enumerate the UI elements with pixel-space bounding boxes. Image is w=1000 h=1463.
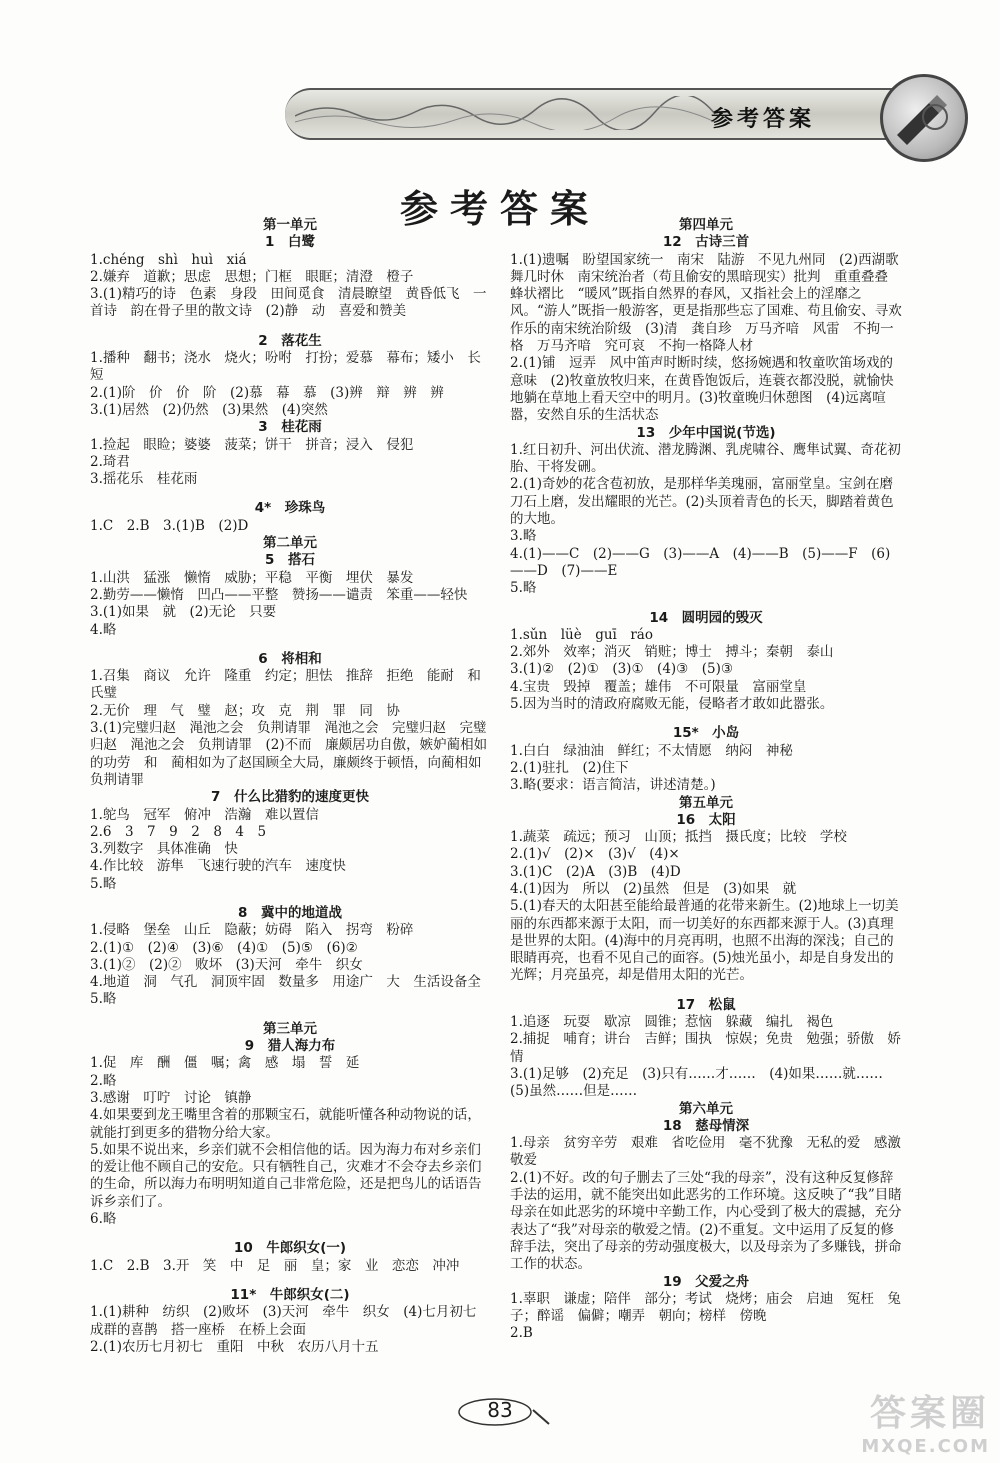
lesson-heading: 5 搭石 <box>265 552 315 569</box>
answer-line: 2.(1)驻扎 (2)住下 <box>510 759 629 776</box>
lesson-heading: 3 桂花雨 <box>258 419 322 436</box>
unit-heading: 第五单元 <box>679 794 733 811</box>
answer-line: 3.(1)完璧归赵 渑池之会 负荆请罪 渑池之会 完璧归赵 完璧归赵 渑池之会 负荆请罪 (2)不而 廉颇居功自傲，嫉妒蔺相如的功劳 和 蔺相如为了赵国顾全大局，廉颇终于顿悟，向蔺相如负荆请罪 <box>90 720 488 788</box>
answer-line: 1.追逐 玩耍 歇凉 圆锥；惹恼 躲藏 编扎 褐色 <box>510 1014 834 1031</box>
lesson-heading: 14 圆明园的毁灭 <box>649 609 763 626</box>
answer-line: 5.因为当时的清政府腐败无能，侵略者才敢如此嚣张。 <box>510 696 834 713</box>
answer-line: 2.(1)不好。改的句子删去了三处“我的母亲”，没有这种反复修辞手法的运用，就不能突出如此恶劣的工作环境。这反映了“我”目睹母亲在如此恶劣的环境中辛勤工作，内心受到了极大的震撼，充分表达了“我”对母亲的敬爱之情。(2)不重复。文中运用了反复的修辞手法，突出了母亲的劳动强度极大，以及母亲为了多赚钱，拼命工作的状态。 <box>510 1169 902 1273</box>
answer-line: 2.无价 理 气 璧 赵；攻 克 荆 罪 同 协 <box>90 702 400 719</box>
spacer <box>90 1228 490 1240</box>
answer-line: 1.(1)遗嘱 盼望国家统一 南宋 陆游 不见九州同 (2)西湖歌舞几时休 南宋统治者（苟且偷安的黑暗现实）批判 重重叠叠 蜂状褶比 “暖风”既指自然界的春风，又指社会上的淫靡之风。“游人”既指一般游客，更是指那些忘了国难、苟且偷安、寻欢作乐的南宋统治阶级 (3)清 龚自珍 万马齐喑 风雷 不拘一格 万马齐喑 究可哀 不拘一格降人材 <box>510 251 902 355</box>
watermark-line1: 答案圈 <box>869 1393 990 1434</box>
spacer <box>90 1009 490 1021</box>
lesson-heading: 13 少年中国说(节选) <box>636 424 776 441</box>
answer-line: 5.(1)春天的太阳甚至能给最普通的花带来新生。(2)地球上一切美丽的东西都来源于太阳，而一切美好的东西都来源于人。(3)真理是世界的太阳。(4)海中的月亮再明，也照不出海的深浅；自己的眼睛再亮，也看不见自己的面容。(5)烛光虽小，却是自身发出的光辉；月亮虽亮，却是借用太阳的光芒。 <box>510 898 899 984</box>
lesson-heading: 19 父爱之舟 <box>662 1273 750 1290</box>
lesson-heading: 17 松鼠 <box>676 996 736 1013</box>
answer-line: 2.(1)阶 价 价 阶 (2)慕 幕 慕 (3)辨 辩 辨 辨 <box>90 384 444 401</box>
page-title: 参考答案 <box>399 187 600 231</box>
answer-line: 2.勤劳——懒惰 凹凸——平整 赞扬——谴责 笨重——轻快 <box>90 586 468 603</box>
answer-line: 3.列数字 具体准确 快 <box>90 841 238 858</box>
answer-line: 3.(1)② (2)① (3)① (4)③ (5)③ <box>510 661 734 678</box>
pen-emblem-icon <box>880 74 968 162</box>
answer-line: 1.母亲 贫穷辛劳 艰难 省吃俭用 毫不犹豫 无私的爱 感激 敬爱 <box>510 1135 915 1169</box>
lesson-heading: 6 将相和 <box>258 650 322 667</box>
answer-line: 2.琦君 <box>90 453 130 470</box>
spacer <box>90 1275 490 1287</box>
site-watermark <box>800 1385 990 1455</box>
lesson-heading: 18 慈母情深 <box>662 1117 750 1134</box>
spacer <box>90 488 490 500</box>
spacer <box>510 713 902 725</box>
unit-heading: 第一单元 <box>263 217 317 233</box>
lesson-heading: 1 白鹭 <box>265 234 315 251</box>
spacer <box>90 321 490 333</box>
answer-line: 5.略 <box>90 991 117 1008</box>
lesson-heading: 2 落花生 <box>258 332 322 349</box>
answer-line: 2.捕捉 哺育；讲台 吉鲜；围执 惊娱；免贵 勉强；骄傲 娇情 <box>510 1031 901 1065</box>
answer-line: 6.略 <box>90 1211 117 1228</box>
answer-line: 1.播种 翻书；浇水 烧火；吩咐 打扮；爱慕 幕布；矮小 长短 <box>90 350 481 384</box>
page-number-badge <box>445 1390 555 1430</box>
answer-line: 3.(1)如果 就 (2)无论 只要 <box>90 604 277 621</box>
lesson-heading: 9 猎人海力布 <box>244 1038 336 1055</box>
spacer <box>510 985 902 997</box>
unit-heading: 第六单元 <box>679 1100 733 1117</box>
answer-line: 1.chéng shì huì xiá <box>90 251 247 268</box>
answer-line: 1.sǔn lüè guī ráo <box>510 626 653 643</box>
answer-line: 1.召集 商议 允许 隆重 约定；胆怯 推辞 拒绝 能耐 和氏璧 <box>90 668 481 702</box>
answer-line: 1.辜职 谦虚；陪伴 部分；考试 烧烤；庙会 启迪 冤枉 兔子；醉谣 偏僻；嘲弄 朝向；榜样 傍晚 <box>510 1290 901 1325</box>
answer-line: 3.(1)C (2)A (3)B (4)D <box>510 863 681 880</box>
answer-line: 1.促 库 酬 僵 嘱；禽 感 塌 誓 延 <box>90 1055 360 1072</box>
wave-decoration-icon <box>295 96 715 130</box>
answer-line: 2.(1)奇妙的花含苞初放，是那样华美瑰丽，富丽堂皇。宝剑在磨刀石上磨，发出耀眼的光芒。(2)头顶着青色的长天，脚踏着黄色的大地。 <box>510 476 894 528</box>
answer-line: 1.蔬菜 疏远；预习 山顶；抵挡 摄氏度；比较 学校 <box>510 829 847 846</box>
spacer <box>90 639 490 651</box>
answer-line: 1.捡起 眼睑；婆婆 菠菜；饼干 拼音；浸入 侵犯 <box>90 436 414 453</box>
watermark-line2: MXQE.COM <box>861 1436 990 1457</box>
answer-line: 4.作比较 游隼 飞速行驶的汽车 速度快 <box>90 858 346 875</box>
lesson-heading: 16 太阳 <box>676 811 736 828</box>
lesson-heading: 10 牛郎织女(一) <box>233 1240 347 1257</box>
answer-line: 2.嫌弃 道歉；思虑 思想；门框 眼眶；清澄 橙子 <box>90 268 414 285</box>
lesson-heading: 15* 小岛 <box>672 725 740 742</box>
answer-line: 2.郊外 效率；消灭 销赃；博士 搏斗；秦朝 泰山 <box>510 644 834 661</box>
answer-line: 4.宝贵 毁掉 覆盖；雄伟 不可限量 富丽堂皇 <box>510 678 807 695</box>
answer-line: 2.(1)① (2)④ (3)⑥ (4)① (5)⑤ (6)② <box>90 939 358 956</box>
answer-line: 5.如果不说出来，乡亲们就不会相信他的话。因为海力布对乡亲们的爱让他不顾自己的安危。只有牺牲自己，灾难才不会夺去乡亲们的生命，所以海力布明明知道自己非常危险，还是把鸟儿的话语告诉乡亲们了。 <box>90 1141 482 1210</box>
answer-line: 1.(1)耕种 纺织 (2)败坏 (3)天河 牵牛 织女 (4)七月初七 成群的喜鹊 搭一座桥 在桥上会面 <box>90 1304 490 1338</box>
answer-line: 1.侵略 堡垒 山丘 隐蔽；妨碍 陷入 拐弯 粉碎 <box>90 922 414 939</box>
answer-line: 1.红日初升、河出伏流、潜龙腾渊、乳虎啸谷、鹰隼试翼、奇花初胎、干将发硎。 <box>510 441 901 476</box>
unit-heading: 第四单元 <box>679 217 733 233</box>
answer-line: 3.(1)居然 (2)仍然 (3)果然 (4)突然 <box>90 401 328 418</box>
spacer <box>90 893 490 905</box>
answer-line: 4.地道 洞 气孔 洞顶牢固 数量多 用途广 大 生活设备全 <box>90 974 481 991</box>
answer-line: 1.鸵鸟 冠军 俯冲 浩瀚 难以置信 <box>90 806 319 823</box>
right-column <box>510 217 915 1343</box>
answer-line: 3.略 <box>510 528 537 545</box>
answer-line: 4.如果要到龙王嘴里含着的那颗宝石，就能听懂各种动物说的话，就能打到更多的猎物分给大家。 <box>90 1107 481 1141</box>
lesson-heading: 7 什么比猎豹的速度更快 <box>211 789 369 806</box>
answer-line: 2.(1)农历七月初七 重阳 中秋 农历八月十五 <box>90 1338 379 1355</box>
answer-line: 3.略(要求：语言简洁，讲述清楚。) <box>510 777 716 794</box>
answer-line: 4.(1)——C (2)——G (3)——A (4)——B (5)——F (6)——D (7)——E <box>510 545 891 579</box>
answer-line: 2.(1)√ (2)× (3)√ (4)× <box>510 846 680 863</box>
answer-line: 1.C 2.B 3.(1)B (2)D <box>90 517 249 534</box>
answer-line: 2.6 3 7 9 2 8 4 5 <box>90 823 267 840</box>
left-column <box>90 217 490 1356</box>
answer-line: 1.山洪 猛涨 懒惰 威胁；平稳 平衡 埋伏 暴发 <box>90 569 414 586</box>
banner-title: 参考答案 <box>710 107 815 132</box>
answer-line: 3.(1)精巧的诗 色素 身段 田间觅食 清晨瞭望 黄昏低飞 一首诗 韵在骨子里的散文诗 (2)静 动 喜爱和赞美 <box>90 286 487 320</box>
answer-line: 4.(1)因为 所以 (2)虽然 但是 (3)如果 就 <box>510 880 797 897</box>
answer-line: 2.(1)铺 逗弄 风中笛声时断时续，悠扬婉遇和牧童吹笛场戏的意味 (2)牧童放牧归来，在黄昏饱饭后，连蓑衣都没脱，就愉快地躺在草地上看天空中的明月。(3)牧童晚归休憩图 (4)远离喧嚣，安然自乐的生活状态 <box>510 355 894 424</box>
answer-line: 1.白白 绿油油 鲜红；不太情愿 纳闷 神秘 <box>510 742 793 759</box>
answer-line: 3.摇花乐 桂花雨 <box>90 471 198 488</box>
lesson-heading: 11* 牛郎织女(二) <box>230 1286 350 1303</box>
answer-line: 2.略 <box>90 1072 117 1089</box>
answer-line: 4.略 <box>90 621 117 638</box>
lesson-heading: 8 冀中的地道战 <box>238 904 342 921</box>
unit-heading: 第二单元 <box>263 535 317 552</box>
lesson-heading: 12 古诗三首 <box>662 234 750 251</box>
answer-line: 5.略 <box>90 875 117 892</box>
lesson-heading: 4* 珍珠鸟 <box>254 500 326 517</box>
spacer <box>510 598 902 610</box>
answer-line: 2.B <box>510 1325 533 1342</box>
answer-line: 5.略 <box>510 580 537 597</box>
answer-line: 3.感谢 叮咛 讨论 镇静 <box>90 1089 252 1106</box>
page-number: 83 <box>487 1398 513 1422</box>
unit-heading: 第三单元 <box>263 1020 317 1037</box>
answer-line: 1.C 2.B 3.开 笑 中 足 丽 皇；家 业 恋恋 冲冲 <box>90 1257 460 1274</box>
header-banner <box>285 88 925 140</box>
answer-line: 3.(1)足够 (2)充足 (3)只有……才…… (4)如果……就…… (5)虽然……但是…… <box>510 1065 897 1100</box>
answer-line: 3.(1)② (2)② 败坏 (3)天河 牵牛 织女 <box>90 956 363 973</box>
